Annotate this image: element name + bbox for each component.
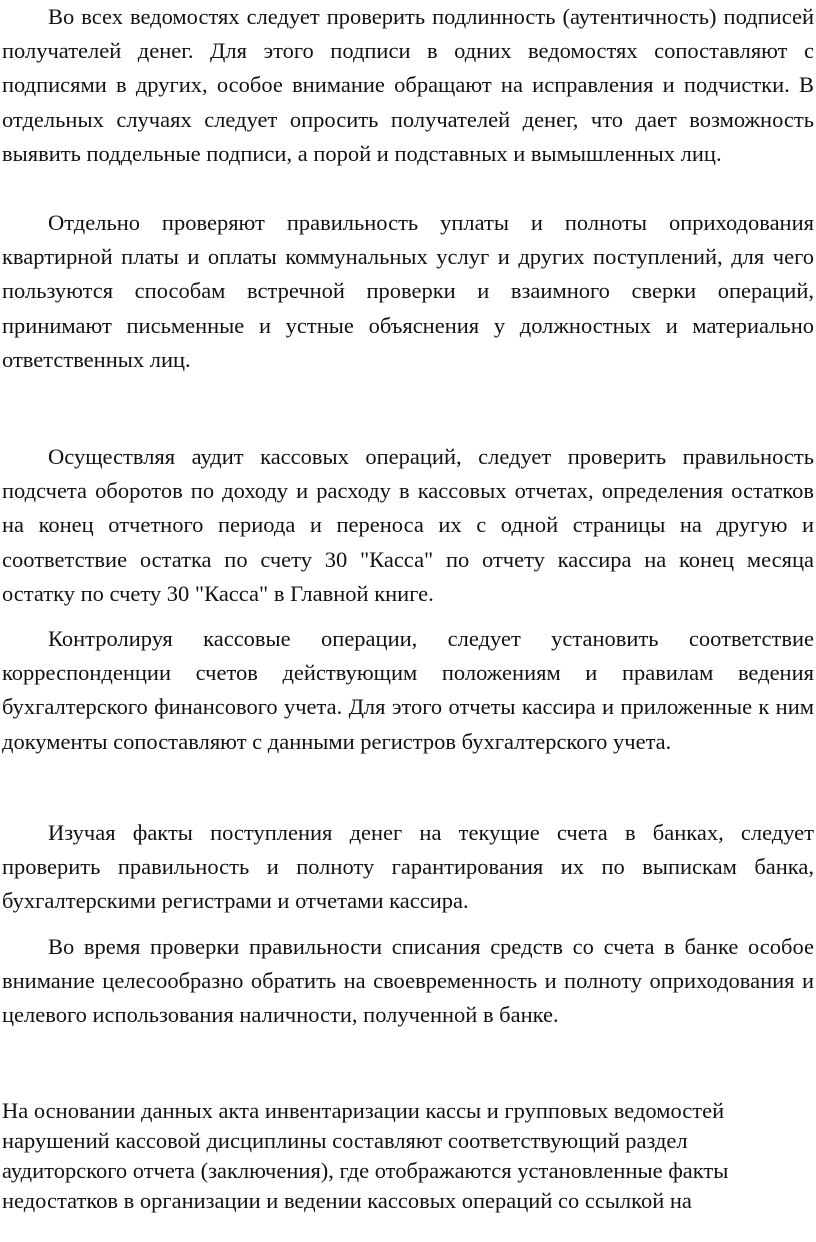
paragraph-inventory-act: На основании данных акта инвентаризации кассы и групповых ведомостей нарушений кассовой дисциплины составляют соответствующий раздел аудиторского отчета (заключения), где отображаются установленные факты недостатков в организации и ведении кассовых операций со ссылкой на (2, 1098, 729, 1213)
paragraph-bank-receipts: Изучая факты поступления денег на текущие счета в банках, следует проверить правильность и полноту гарантирования их по выпискам банка, бухгалтерскими регистрами и отчетами кассира. (2, 820, 814, 914)
paragraph-signatures-check: Во всех ведомостях следует проверить подлинность (аутентичность) подписей получателей денег. Для этого подписи в одних ведомостях сопоставляют с подписями в других, особое внимание обращают на исправления и подчистки. В отдельных случаях следует опросить получателей денег, что дает возможность выявить поддельные подписи, а порой и подставных и вымышленных лиц. (2, 4, 814, 166)
paragraph-cash-audit: Осуществляя аудит кассовых операций, следует проверить правильность подсчета оборотов по доходу и расходу в кассовых отчетах, определения остатков на конец отчетного периода и переноса их с одной страницы на другую и соответствие остатка по счету 30 "Касса" по отчету кассира на конец месяца остатку по счету 30 "Касса" в Главной книге. (2, 444, 814, 606)
paragraph-bank-writeoff: Во время проверки правильности списания средств со счета в банке особое внимание целесообразно обратить на своевременность и полноту оприходования и целевого использования наличности, полученной в банке. (2, 934, 814, 1028)
paragraph-utility-payments: Отдельно проверяют правильность уплаты и полноты оприходования квартирной платы и оплаты коммунальных услуг и других поступлений, для чего пользуются способам встречной проверки и взаимного сверки операций, принимают письменные и устные объяснения у должностных и материально ответственных лиц. (2, 210, 814, 372)
paragraph-accounts-correspondence: Контролируя кассовые операции, следует установить соответствие корреспонденции счетов действующим положениям и правилам ведения бухгалтерского финансового учета. Для этого отчеты кассира и приложенные к ним документы сопоставляют с данными регистров бухгалтерского учета. (2, 626, 814, 754)
